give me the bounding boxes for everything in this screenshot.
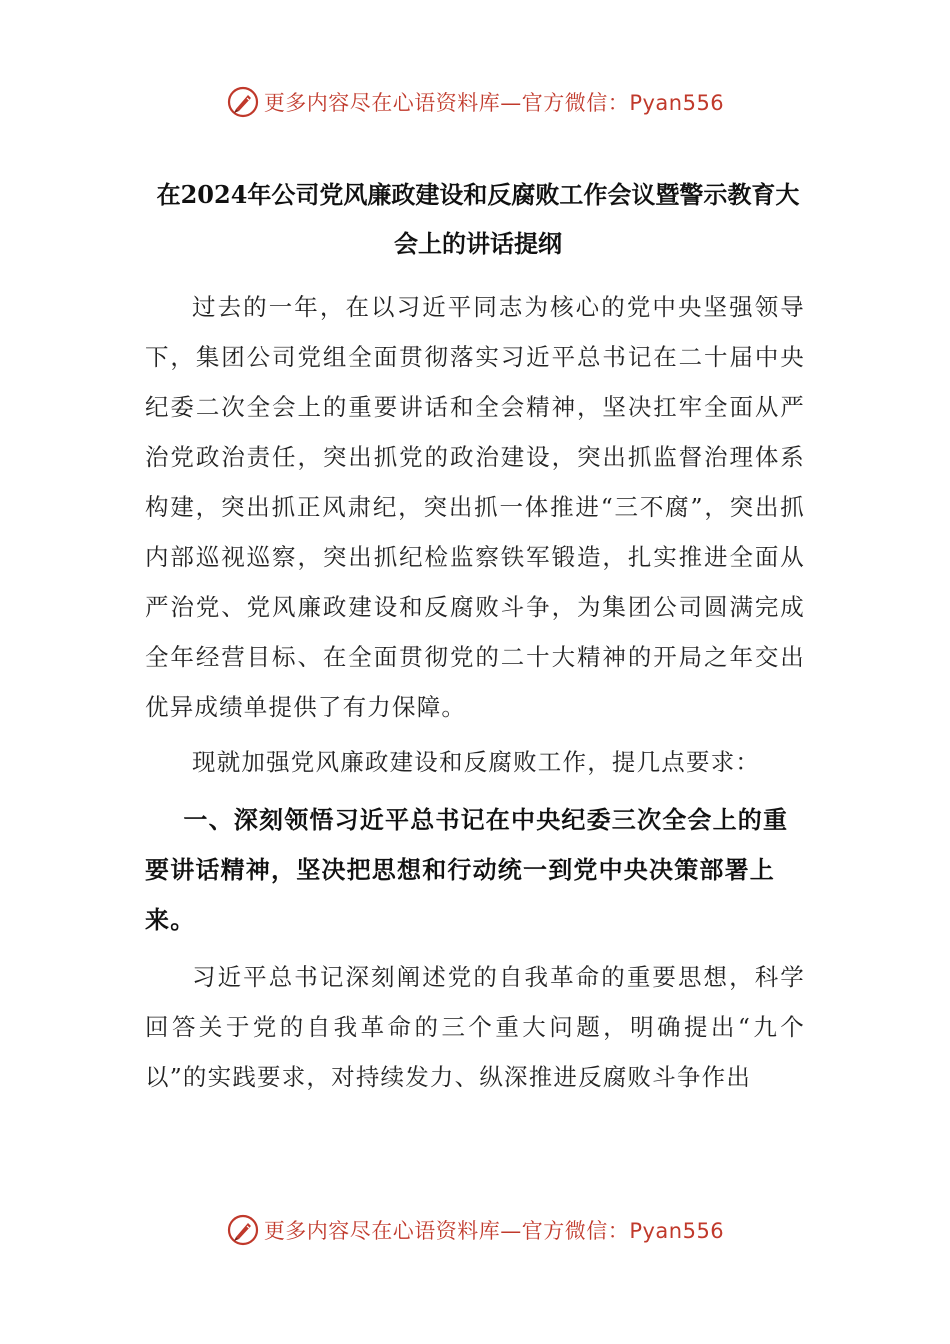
wechat-id: Pyan556 [629,1219,725,1243]
section-heading-1: 一、深刻领悟习近平总书记在中央纪委三次全会上的重要讲话精神，坚决把思想和行动统一到党中央决策部署上来。 [145,805,789,934]
requirements-lead-paragraph: 现就加强党风廉政建设和反腐败工作，提几点要求： [192,748,761,776]
wechat-id: Pyan556 [629,91,725,115]
intro-paragraph: 过去的一年，在以习近平同志为核心的党中央坚强领导下，集团公司党组全面贯彻落实习近平总书记在二十届中央纪委二次全会上的重要讲话和全会精神，坚决扛牢全面从严治党政治责任，突出抓党的政治建设，突出抓监督治理体系构建，突出抓正风肃纪，突出抓一体推进“三不腐”，突出抓内部巡视巡察，突出抓纪检监察铁军锻造，扎实推进全面从严治党、党风廉政建设和反腐败斗争，为集团公司圆满完成全年经营目标、在全面贯彻党的二十大精神的开局之年交出优异成绩单提供了有力保障。 [145,293,805,721]
watermark-text: 更多内容尽在心语资料库—官方微信：Pyan556 [263,91,725,115]
header-watermark [0,82,950,122]
section-1-paragraph: 习近平总书记深刻阐述党的自我革命的重要思想，科学回答关于党的自我革命的三个重大问题，明确提出“九个以”的实践要求，对持续发力、纵深推进反腐败斗争作出 [145,963,805,1091]
pen-nib-logo-icon [226,85,260,119]
footer-watermark [0,1210,950,1250]
document-title: 在2024年公司党风廉政建设和反腐败工作会议暨警示教育大会上的讲话提纲 [156,180,800,258]
pen-nib-logo-icon [226,1213,260,1247]
watermark-text: 更多内容尽在心语资料库—官方微信：Pyan556 [263,1219,725,1243]
